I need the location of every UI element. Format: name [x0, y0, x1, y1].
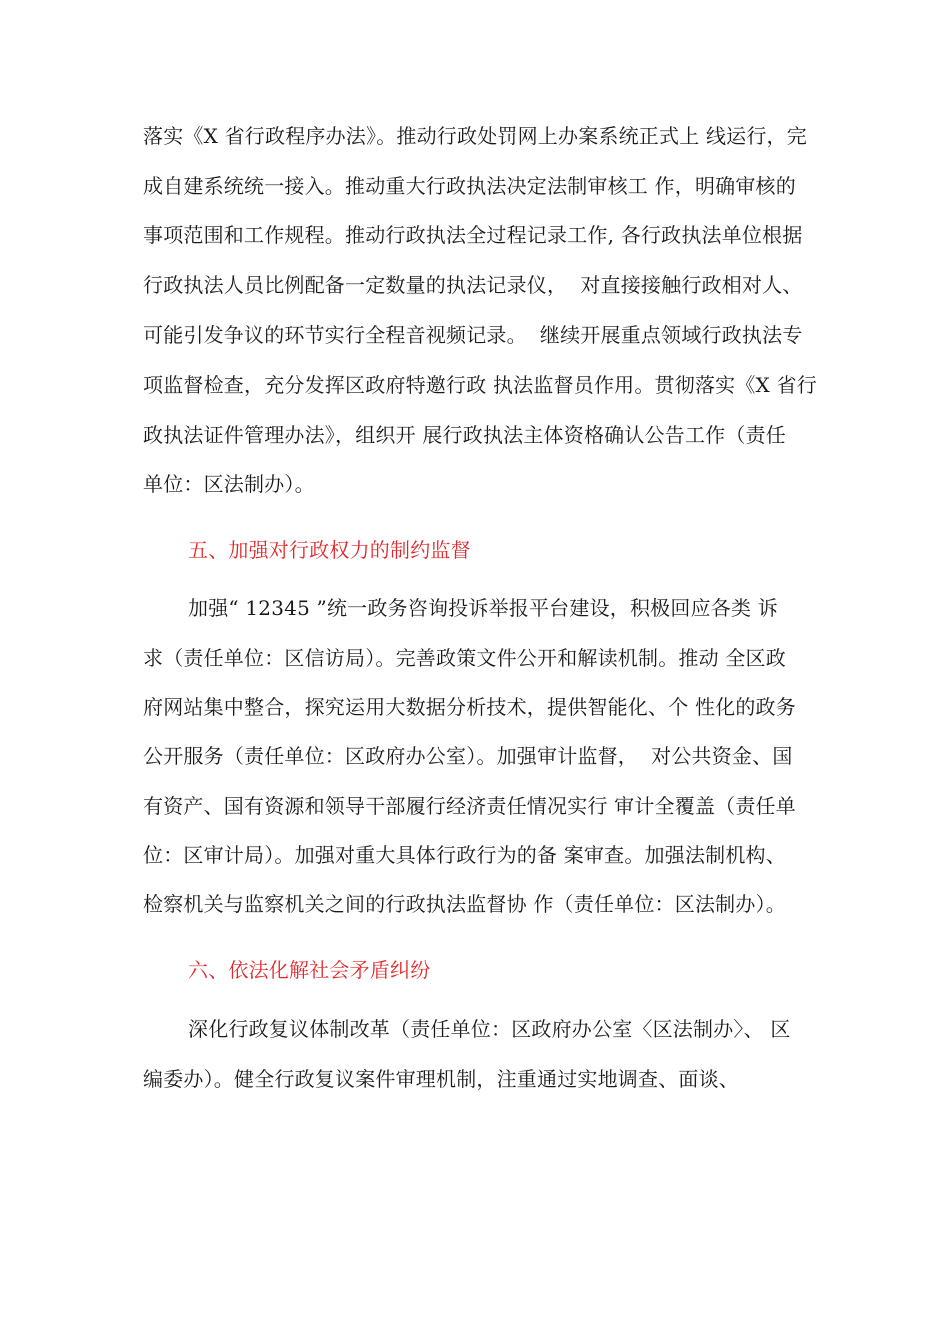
paragraph-1-line-8: 单位：区法制办）。: [143, 472, 315, 496]
paragraph-1-line-6: 项监督检查，充分发挥区政府特邀行政 执法监督员作用。贯彻落实《X 省行: [143, 373, 817, 397]
paragraph-2-line-5: 有资产、国有资源和领导干部履行经济责任情况实行 审计全覆盖（责任单: [143, 794, 796, 818]
paragraph-2-line-6: 位：区审计局）。加强对重大具体行政行为的备 案审查。加强法制机构、: [143, 843, 786, 867]
paragraph-1-line-3: 事项范围和工作规程。推动行政执法全过程记录工作, 各行政执法单位根据: [143, 223, 803, 247]
paragraph-1-line-1: 落实《X 省行政程序办法》。推动行政处罚网上办案系统正式上 线运行，完: [143, 124, 807, 148]
paragraph-2-line-2: 求（责任单位：区信访局）。完善政策文件公开和解读机制。推动 全区政: [143, 646, 786, 670]
paragraph-2-line-3: 府网站集中整合，探究运用大数据分析技术，提供智能化、个 性化的政务: [143, 695, 796, 719]
paragraph-1-line-7: 政执法证件管理办法》，组织开 展行政执法主体资格确认公告工作（责任: [143, 423, 786, 447]
section-heading-6: 六、依法化解社会矛盾纠纷: [188, 958, 431, 982]
paragraph-1-line-5: 可能引发争议的环节实行全程音视频记录。 继续开展重点领域行政执法专: [143, 323, 803, 347]
paragraph-3-line-1: 深化行政复议体制改革（责任单位：区政府办公室〈区法制办〉、 区: [188, 1017, 791, 1041]
paragraph-2-line-1: 加强“ 12345 ”统一政务咨询投诉举报平台建设，积极回应各类 诉: [188, 596, 778, 620]
paragraph-2-line-4: 公开服务（责任单位：区政府办公室）。加强审计监督， 对公共资金、国: [143, 744, 793, 768]
paragraph-3-line-2: 编委办）。健全行政复议案件审理机制，注重通过实地调查、面谈、: [143, 1067, 739, 1091]
paragraph-1-line-2: 成自建系统统一接入。推动重大行政执法决定法制审核工 作，明确审核的: [143, 174, 796, 198]
section-heading-5: 五、加强对行政权力的制约监督: [188, 538, 471, 562]
paragraph-1-line-4: 行政执法人员比例配备一定数量的执法记录仪， 对直接接触行政相对人、: [143, 273, 803, 297]
paragraph-2-line-7: 检察机关与监察机关之间的行政执法监督协 作（责任单位：区法制办）。: [143, 892, 786, 916]
